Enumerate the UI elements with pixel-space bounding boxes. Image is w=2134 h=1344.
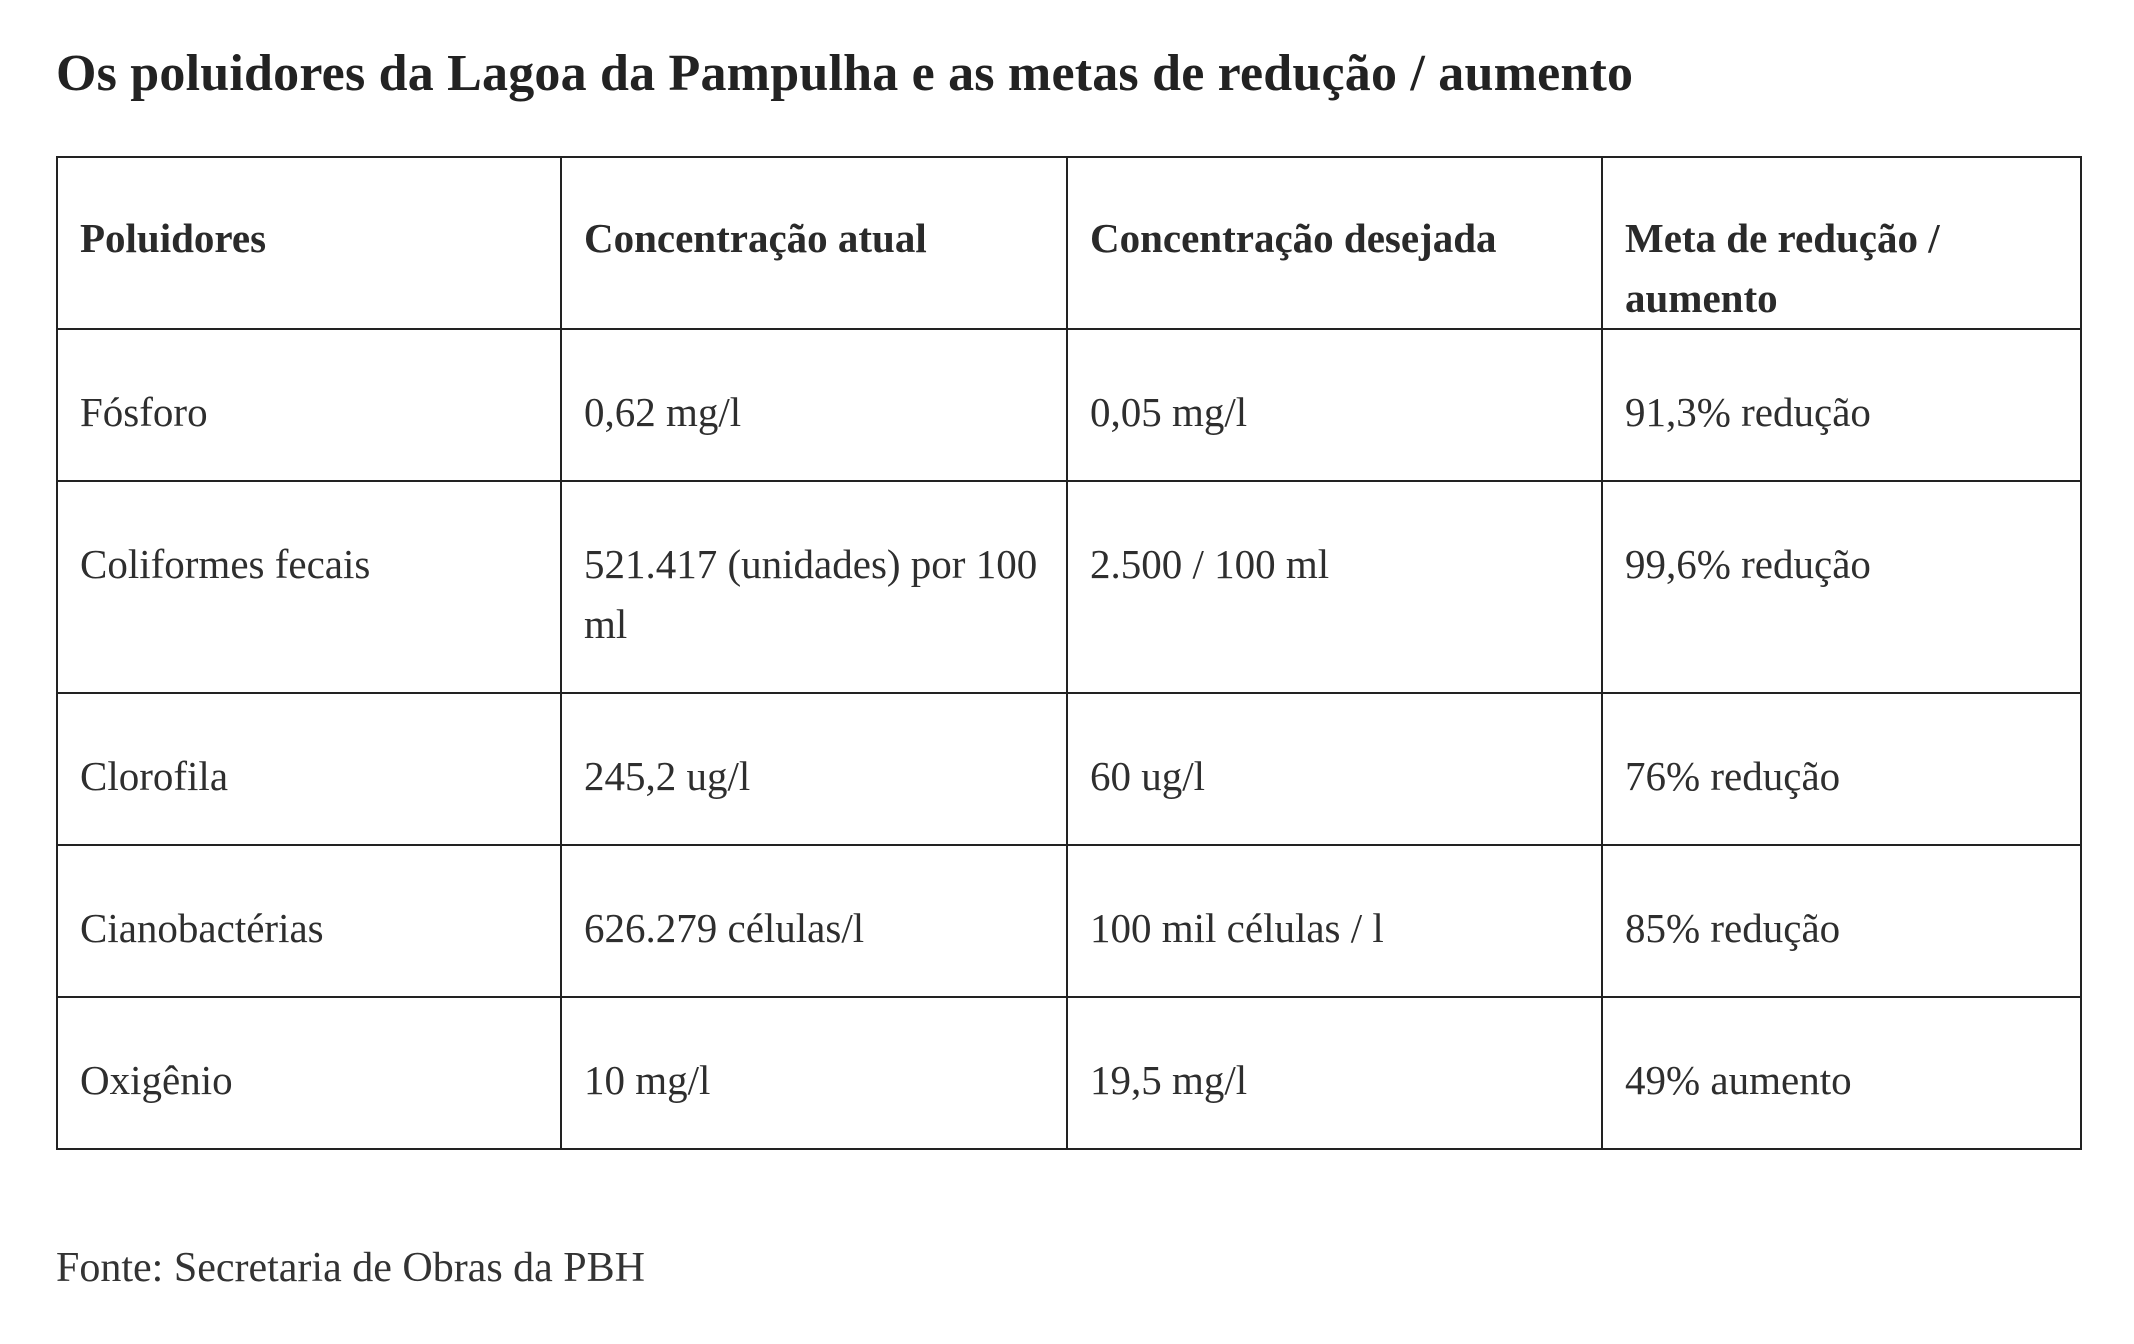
header-concentracao-atual: Concentração atual — [561, 157, 1067, 329]
table-row — [57, 997, 2081, 1149]
cell-goal: 49% aumento — [1602, 997, 2081, 1149]
table-title: Os poluidores da Lagoa da Pampulha e as metas de redução / aumento — [56, 45, 1634, 102]
table-row — [57, 845, 2081, 997]
table-header-row — [57, 157, 2081, 329]
header-concentracao-desejada: Concentração desejada — [1067, 157, 1602, 329]
cell-pollutant: Fósforo — [57, 329, 561, 481]
pollutants-table — [56, 156, 2082, 1150]
cell-pollutant: Clorofila — [57, 693, 561, 845]
cell-goal: 76% redução — [1602, 693, 2081, 845]
cell-desired: 19,5 mg/l — [1067, 997, 1602, 1149]
cell-goal: 91,3% redução — [1602, 329, 2081, 481]
table-row — [57, 329, 2081, 481]
cell-current: 0,62 mg/l — [561, 329, 1067, 481]
cell-current: 626.279 células/l — [561, 845, 1067, 997]
cell-desired: 2.500 / 100 ml — [1067, 481, 1602, 693]
cell-goal: 99,6% redução — [1602, 481, 2081, 693]
cell-current: 10 mg/l — [561, 997, 1067, 1149]
source-note: Fonte: Secretaria de Obras da PBH — [56, 1245, 646, 1291]
cell-desired: 60 ug/l — [1067, 693, 1602, 845]
header-meta: Meta de redução / aumento — [1602, 157, 2081, 329]
table-row — [57, 481, 2081, 693]
table-row — [57, 693, 2081, 845]
cell-current: 245,2 ug/l — [561, 693, 1067, 845]
cell-desired: 0,05 mg/l — [1067, 329, 1602, 481]
cell-goal: 85% redução — [1602, 845, 2081, 997]
header-poluidores: Poluidores — [57, 157, 561, 329]
cell-pollutant: Cianobactérias — [57, 845, 561, 997]
cell-current: 521.417 (unidades) por 100 ml — [561, 481, 1067, 693]
cell-desired: 100 mil células / l — [1067, 845, 1602, 997]
cell-pollutant: Coliformes fecais — [57, 481, 561, 693]
cell-pollutant: Oxigênio — [57, 997, 561, 1149]
